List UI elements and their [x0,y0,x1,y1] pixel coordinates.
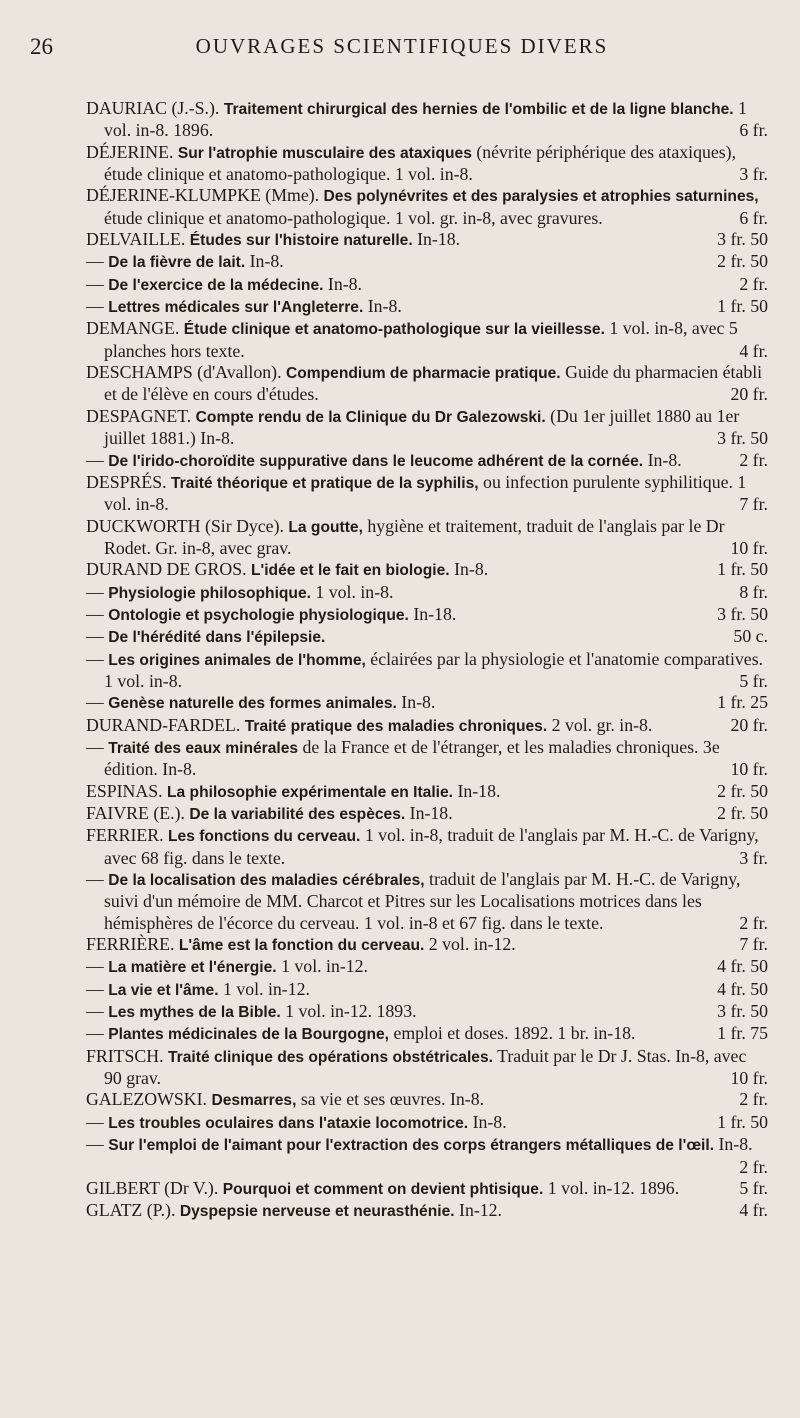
entry-author: — [86,978,109,999]
entry-title: Traité clinique des opérations obstétricales. [168,1048,493,1066]
catalog-entry [86,649,768,693]
entry-title: Traité théorique et pratique de la syphilis, [170,474,479,492]
entry-title: Plantes médicinales de la Bourgogne, [108,1026,389,1044]
catalog-entry [86,516,768,560]
entry-title: L'idée et le fait en biologie. [250,562,450,580]
entry-price: 2 fr. [739,1089,768,1110]
catalog-entry [86,1089,768,1111]
entry-price: 2 fr. [739,449,768,470]
entry-details: In-8. [396,692,436,713]
catalog-entry [86,251,768,273]
catalog-entry [86,1112,768,1134]
entry-price: 3 fr. 50 [717,229,768,250]
entry-title: De l'hérédité dans l'épilepsie. [108,629,326,647]
entry-title: Traité des eaux minérales [108,739,299,757]
entry-title: De l'irido-choroïdite suppurative dans le leucome adhérent de la cornée. [108,452,644,470]
entry-price: 10 fr. [730,759,768,780]
entry-title: Lettres médicales sur l'Angleterre. [108,299,364,317]
catalog-entry [86,781,768,803]
page-number: 26 [30,34,53,59]
entry-details: 2 vol. in-12. [424,934,516,955]
entry-price: 8 fr. [739,581,768,602]
entry-author: — [86,603,109,624]
catalog-entry [86,803,768,825]
entry-author: DAURIAC (J.-S.). [86,98,224,118]
entry-author: — [86,869,109,890]
entry-author: DUCKWORTH (Sir Dyce). [86,515,289,536]
catalog-entry [86,185,768,229]
entry-details: In-8. [245,251,284,272]
entry-title: Traité pratique des maladies chroniques. [244,717,548,735]
entry-author: DURAND-FARDEL. [86,714,245,735]
entry-title: Compendium de pharmacie pratique. [285,365,561,383]
entry-price: 5 fr. [739,670,768,691]
entry-price: 3 fr. [739,847,768,868]
entry-title: Étude clinique et anatomo-pathologique sur la vieillesse. [183,321,605,339]
entry-price: 4 fr. [739,340,768,361]
entry-author: DÉJERINE. [86,141,178,162]
entry-price: 6 fr. [739,207,768,228]
entry-price: 2 fr. 50 [717,803,768,823]
entry-title: L'âme est la fonction du cerveau. [178,937,425,955]
entry-details: sa vie et ses œuvres. In-8. [296,1089,485,1110]
entry-author: — [86,1111,109,1132]
entry-author: DESCHAMPS (d'Avallon). [86,362,286,383]
entry-details: de la France et de l'étranger, et les maladies chroniques. 3e édition. In-8. [104,736,720,780]
running-title: OUVRAGES SCIENTIFIQUES DIVERS [195,34,609,58]
entry-title: De la variabilité des espèces. [189,806,406,823]
entry-price: 1 fr. 25 [717,692,768,713]
entry-author: FERRIÈRE. [86,934,179,955]
catalog-entry [86,869,768,934]
entry-title: Ontologie et psychologie physiologique. [108,606,409,624]
entry-price: 50 c. [733,626,768,647]
entry-author: DEMANGE. [86,318,184,339]
catalog-entry [86,1001,768,1023]
entry-details: In-8. [643,449,682,470]
entry-details: In-8. [363,296,402,317]
entry-details: Traduit par le Dr J. Stas. In-8, avec 90 grav. [104,1045,747,1089]
entry-author: DESPRÉS. [86,471,171,492]
entry-author: — [86,581,109,602]
entry-author: — [86,956,109,977]
entry-details: (Du 1er juillet 1880 au 1er juillet 1881.) In-8. [104,405,740,449]
catalog-entry [86,559,768,581]
entry-details: In-18. [405,803,453,823]
catalog-entry [86,715,768,737]
entry-author: DÉJERINE-KLUMPKE (Mme). [86,185,324,206]
catalog-entry [86,406,768,450]
catalog-entry [86,362,768,406]
entry-details: (névrite périphérique des ataxiques), étude clinique et anatomo-pathologique. 1 vol. in-8. [104,141,737,185]
entry-author: — [86,1023,109,1044]
entry-title: Sur l'emploi de l'aimant pour l'extraction des corps étrangers métalliques de l'œil. [108,1137,715,1155]
entry-details: 1 vol. in-8, avec 5 planches hors texte. [104,318,738,361]
entry-price: 10 fr. [730,1068,768,1089]
entry-details: 1 vol. in-12. [218,978,310,999]
entry-details: 1 vol. in-8. [310,581,394,602]
entry-price: 7 fr. [739,934,768,955]
catalog-entry [86,318,768,362]
entry-title: La goutte, [288,518,363,536]
entry-details: Guide du pharmacien établi et de l'élève en cours d'études. [104,362,763,405]
entry-price: 1 fr. 75 [717,1023,768,1044]
entry-price: 2 fr. 50 [717,251,768,272]
entry-author: — [86,648,109,669]
catalog-entry [86,979,768,1001]
entry-details: In-18. [408,603,457,624]
entry-title: Desmarres, [211,1092,297,1110]
catalog-entry [86,98,768,142]
entry-title: Compte rendu de la Clinique du Dr Galezowski. [195,408,546,426]
entry-details: traduit de l'anglais par M. H.-C. de Varigny, suivi d'un mémoire de MM. Charcot et Pitres sur les Localisations motrices dans les hémisphères de l'écorce du cerveau. 1 vol. in-8 et 67 fig. dans le texte. [104,869,741,933]
entry-price: 1 fr. 50 [717,559,768,580]
entry-author: — [86,1134,109,1155]
entry-details: 1 vol. in-12. [276,956,368,977]
entry-author: — [86,273,109,294]
entry-title: Physiologie philosophique. [108,584,311,602]
entry-author: — [86,296,109,317]
entry-title: La vie et l'âme. [108,981,219,999]
entry-details: hygiène et traitement, traduit de l'anglais par le Dr Rodet. Gr. in-8, avec grav. [104,515,725,558]
entry-price: 4 fr. [739,1200,768,1221]
entry-details: éclairées par la physiologie et l'anatomie comparatives. 1 vol. in-8. [104,648,764,691]
entry-price: 2 fr. 50 [717,780,768,801]
entry-title: Les troubles oculaires dans l'ataxie locomotrice. [108,1114,469,1132]
entry-price: 2 fr. [739,912,768,933]
entry-details: ou infection purulente syphilitique. 1 vol. in-8. [104,471,747,515]
catalog-entry [86,825,768,869]
entry-price: 20 fr. [730,384,768,405]
entry-author: — [86,692,109,713]
catalog-entry [86,229,768,251]
entry-details: In-18. [412,229,461,250]
entry-title: Les fonctions du cerveau. [168,828,361,846]
catalog-entry [86,1046,768,1090]
catalog-entry [86,472,768,516]
entry-author: GALEZOWSKI. [86,1089,212,1110]
entry-details: 1 vol. in-8, traduit de l'anglais par M. H.-C. de Varigny, avec 68 fig. dans le texte. [104,825,759,868]
entry-price: 5 fr. [739,1177,768,1198]
entry-price: 20 fr. [730,714,768,735]
entry-details: emploi et doses. 1892. 1 br. in-18. [389,1023,636,1044]
entry-title: De la localisation des maladies cérébrales, [108,872,425,890]
entry-price: 2 fr. [739,273,768,294]
entry-details: In-8. [449,559,489,580]
catalog-entry [86,274,768,296]
catalog-entry [86,626,768,648]
entry-title: La matière et l'énergie. [108,959,277,977]
entry-author: DELVAILLE. [86,229,190,250]
entry-details: 1 vol. in-8. 1896. [104,98,747,141]
entry-author: FERRIER. [86,825,169,846]
entry-price: 1 fr. 50 [717,1111,768,1132]
entry-author: — [86,736,109,757]
entry-title: Dyspepsie nerveuse et neurasthénie. [179,1203,455,1221]
catalog-entry [86,956,768,978]
entry-author: — [86,251,109,272]
catalog-entry [86,582,768,604]
entry-title: Sur l'atrophie musculaire des ataxiques [177,144,472,162]
page-header [30,34,774,64]
entry-details: In-18. [453,780,501,801]
entry-author: DURAND DE GROS. [86,559,251,580]
entry-details: étude clinique et anatomo-pathologique. 1 vol. gr. in-8, avec gravures. [104,207,603,228]
entry-price: 10 fr. [730,537,768,558]
catalog-entry [86,142,768,186]
entry-price: 4 fr. 50 [717,978,768,999]
entry-title: Les origines animales de l'homme, [108,651,366,669]
entry-title: De la fièvre de lait. [108,254,246,272]
entry-details: In-8. [714,1134,753,1155]
entry-title: La philosophie expérimentale en Italie. [167,783,453,801]
entry-author: — [86,1001,109,1022]
entry-price: 3 fr. 50 [717,428,768,449]
entry-details: 1 vol. in-12. 1896. [543,1177,680,1198]
entry-author: — [86,626,109,647]
entry-author: FAIVRE (E.). [86,803,190,823]
catalog-entry [86,692,768,714]
entry-title: Les mythes de la Bible. [108,1004,281,1022]
entry-author: DESPAGNET. [86,405,196,426]
catalog-entry [86,934,768,956]
catalog-entries [86,98,768,1223]
entry-details: In-8. [323,273,362,294]
entry-author: ESPINAS. [86,780,168,801]
entry-price: 2 fr. [739,1156,768,1177]
entry-author: GILBERT (Dr V.). [86,1177,223,1198]
entry-title: De l'exercice de la médecine. [108,276,324,294]
entry-author: GLATZ (P.). [86,1200,180,1221]
entry-price: 3 fr. 50 [717,1001,768,1022]
entry-price: 3 fr. 50 [717,603,768,624]
entry-title: Traitement chirurgical des hernies de l'ombilic et de la ligne blanche. [223,101,734,118]
entry-price: 4 fr. 50 [717,956,768,977]
entry-details: In-8. [468,1111,507,1132]
entry-author: — [86,449,109,470]
catalog-entry [86,1134,768,1178]
catalog-entry [86,604,768,626]
entry-price: 1 fr. 50 [717,296,768,317]
entry-details: 1 vol. in-12. 1893. [280,1001,417,1022]
catalog-entry [86,1178,768,1200]
catalog-entry [86,296,768,318]
entry-author: FRITSCH. [86,1045,169,1066]
entry-price: 6 fr. [739,120,768,141]
entry-title: Pourquoi et comment on devient phtisique. [222,1180,544,1198]
catalog-entry [86,1200,768,1222]
catalog-entry [86,1023,768,1045]
entry-title: Genèse naturelle des formes animales. [108,695,397,713]
catalog-entry [86,737,768,781]
entry-details: 2 vol. gr. in-8. [547,714,653,735]
catalog-entry [86,450,768,472]
entry-price: 3 fr. [739,164,768,185]
entry-title: Études sur l'histoire naturelle. [189,232,413,250]
entry-price: 7 fr. [739,494,768,515]
entry-details: In-12. [454,1200,502,1221]
entry-title: Des polynévrites et des paralysies et atrophies saturnines, [323,188,759,206]
